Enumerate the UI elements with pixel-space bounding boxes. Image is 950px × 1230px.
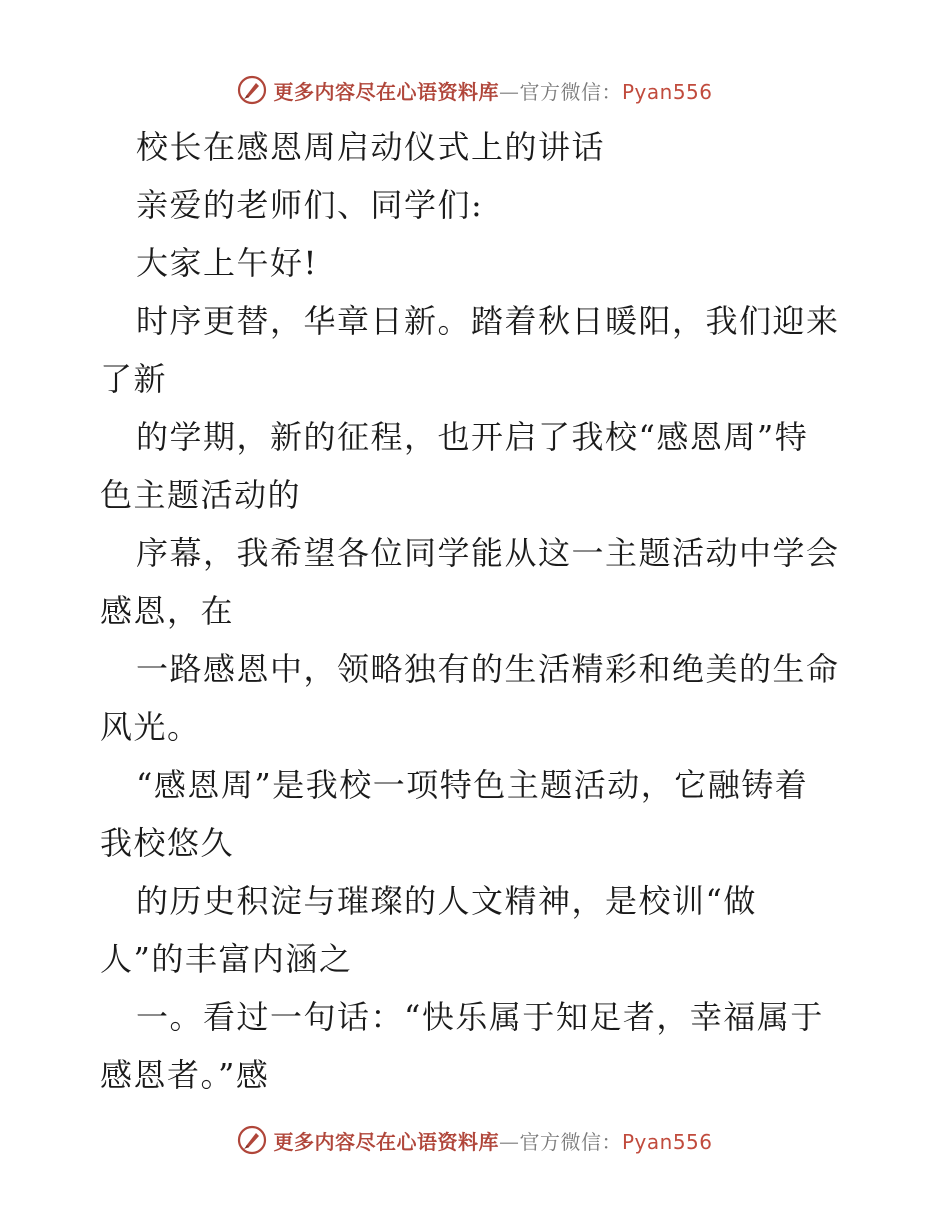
document-body [100, 118, 860, 1104]
paragraph-line: 色主题活动的 [100, 476, 302, 514]
watermark-site: 更多内容尽在心语资料库 [273, 1129, 499, 1154]
paragraph-line: “感恩周”是我校一项特色主题活动，它融铸着 [136, 766, 809, 804]
paragraph-line: 感恩，在 [100, 592, 235, 630]
watermark-separator: — [498, 79, 520, 104]
document-title: 校长在感恩周启动仪式上的讲话 [136, 128, 606, 166]
paragraph-line: 了新 [100, 360, 168, 398]
watermark-wechat-id: Pyan556 [621, 79, 713, 104]
paragraph-line: 一路感恩中，领略独有的生活精彩和绝美的生命 [136, 650, 840, 688]
watermark-wechat-label: 官方微信： [519, 79, 622, 104]
paragraph-line: 感恩者。”感 [100, 1056, 270, 1094]
watermark-text [273, 1126, 712, 1155]
paragraph-line: 一。看过一句话：“快乐属于知足者，幸福属于 [136, 998, 824, 1036]
watermark-wechat-id: Pyan556 [621, 1129, 713, 1154]
document-lines [100, 176, 860, 1104]
pen-nib-logo-icon [237, 75, 267, 105]
paragraph-line: 的历史积淀与璀璨的人文精神，是校训“做 [136, 882, 757, 920]
watermark-footer [0, 1120, 950, 1160]
watermark-header [0, 70, 950, 110]
paragraph-line: 序幕，我希望各位同学能从这一主题活动中学会 [136, 534, 840, 572]
paragraph-line: 风光。 [100, 708, 201, 746]
paragraph-line: 人”的丰富内涵之 [100, 940, 353, 978]
paragraph-line: 亲爱的老师们、同学们: [136, 186, 484, 224]
paragraph-line: 的学期，新的征程，也开启了我校“感恩周”特 [136, 418, 809, 456]
pen-nib-logo-icon [237, 1125, 267, 1155]
paragraph-line: 大家上午好! [136, 244, 318, 282]
watermark-wechat-label: 官方微信： [519, 1129, 622, 1154]
watermark-separator: — [498, 1129, 520, 1154]
paragraph-line: 时序更替，华章日新。踏着秋日暖阳，我们迎来 [136, 302, 840, 340]
watermark-site: 更多内容尽在心语资料库 [273, 79, 499, 104]
watermark-text [273, 76, 712, 105]
paragraph-line: 我校悠久 [100, 824, 235, 862]
